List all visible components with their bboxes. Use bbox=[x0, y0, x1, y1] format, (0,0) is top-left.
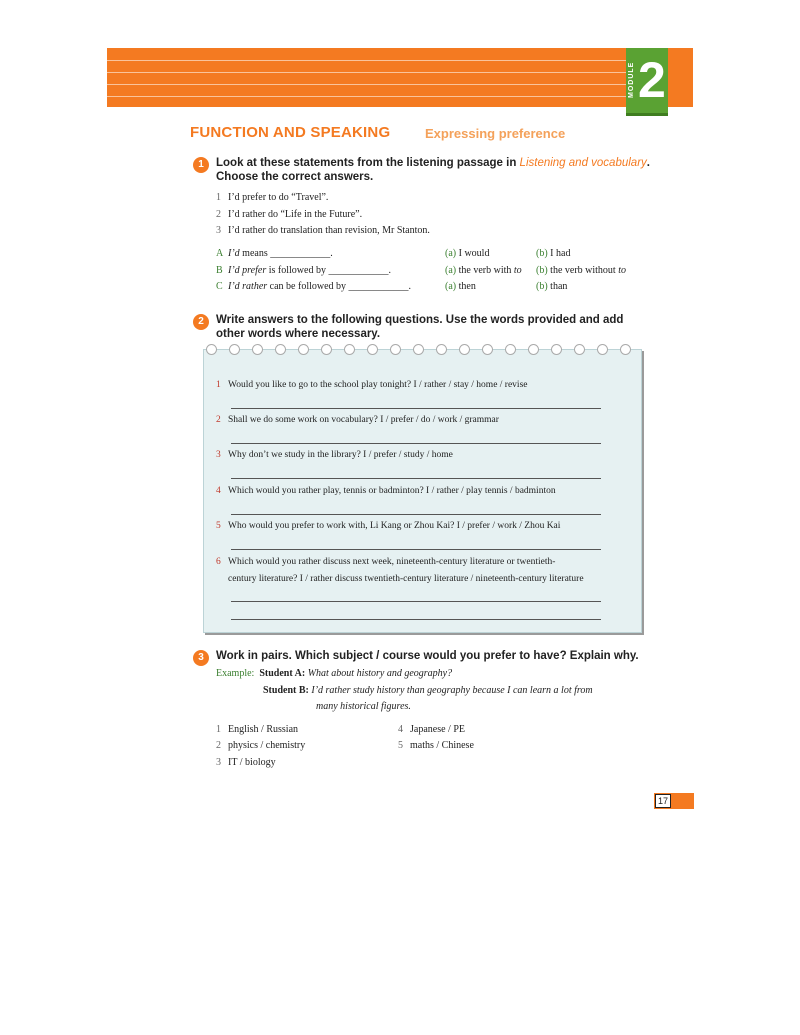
choice-a-option-b bbox=[536, 248, 570, 259]
answer-line[interactable] bbox=[231, 601, 601, 602]
subject-item-2 bbox=[216, 740, 305, 751]
binder-ring bbox=[344, 344, 355, 355]
task2-instruction-line2: other words where necessary. bbox=[216, 328, 381, 340]
task1-instruction-text: Look at these statements from the listening passage in bbox=[216, 157, 520, 169]
student-a-label: Student A: bbox=[259, 668, 306, 679]
choice-stem: is followed by ____________. bbox=[266, 265, 391, 276]
question-text: Why don’t we study in the library? I / prefer / study / home bbox=[228, 450, 453, 460]
header-stripe bbox=[107, 84, 627, 85]
statement-text: I’d prefer to do “Travel”. bbox=[228, 192, 329, 203]
subject-item-3 bbox=[216, 757, 276, 768]
question-number: 3 bbox=[216, 450, 221, 460]
binder-ring bbox=[413, 344, 424, 355]
choice-c bbox=[216, 281, 411, 292]
option-b-label: (b) bbox=[536, 265, 548, 276]
question-number: 6 bbox=[216, 557, 221, 567]
question-text: Who would you prefer to work with, Li Kang or Zhou Kai? I / prefer / work / Zhou Kai bbox=[228, 521, 561, 531]
task1-instruction-end: . bbox=[646, 157, 650, 169]
question-text: Which would you rather discuss next week, nineteenth-century literature or twentieth- bbox=[228, 557, 556, 567]
choice-c-options bbox=[445, 281, 476, 292]
choice-stem-italic: I’d bbox=[228, 248, 240, 259]
choice-a-options bbox=[445, 248, 489, 259]
choice-b-option-b bbox=[536, 265, 626, 276]
question-number: 1 bbox=[216, 380, 221, 390]
example-line-b2: many historical figures. bbox=[316, 701, 411, 712]
choice-b-options bbox=[445, 265, 522, 276]
choice-stem: means ____________. bbox=[239, 248, 333, 259]
option-b-label: (b) bbox=[536, 248, 548, 259]
binder-ring bbox=[252, 344, 263, 355]
module-word: MODULE bbox=[628, 61, 635, 99]
answer-line[interactable] bbox=[231, 408, 601, 409]
item-number: 3 bbox=[216, 757, 221, 768]
option-b-text: than bbox=[547, 281, 568, 292]
answer-line[interactable] bbox=[231, 549, 601, 550]
option-b-text: the verb without bbox=[547, 265, 619, 276]
question-6-continued bbox=[228, 574, 584, 584]
item-text: English / Russian bbox=[228, 724, 299, 735]
item-text: IT / biology bbox=[228, 757, 276, 768]
statement-3 bbox=[216, 225, 430, 236]
example-line-b bbox=[263, 685, 593, 696]
task1-instruction-line2: Choose the correct answers. bbox=[216, 171, 374, 183]
item-number: 1 bbox=[216, 724, 221, 735]
binder-ring bbox=[367, 344, 378, 355]
task3-badge: 3 bbox=[193, 650, 209, 666]
task2-badge: 2 bbox=[193, 314, 209, 330]
answer-line[interactable] bbox=[231, 443, 601, 444]
example-line-a bbox=[216, 668, 452, 679]
choice-c-option-b bbox=[536, 281, 567, 292]
student-a-text: What about history and geography? bbox=[307, 668, 453, 679]
question-box bbox=[203, 349, 642, 633]
subject-item-1 bbox=[216, 724, 298, 735]
page-number-tab bbox=[654, 793, 694, 809]
statement-number: 3 bbox=[216, 225, 221, 236]
choice-letter: A bbox=[216, 248, 224, 259]
question-text: century literature? I / rather discuss twentieth-century literature / nineteenth-century literature bbox=[228, 574, 584, 584]
question-2 bbox=[216, 415, 499, 425]
choice-letter: B bbox=[216, 265, 223, 276]
choice-a bbox=[216, 248, 333, 259]
answer-line[interactable] bbox=[231, 619, 601, 620]
task2-instruction bbox=[216, 313, 623, 341]
binder-ring bbox=[229, 344, 240, 355]
section-title: FUNCTION AND SPEAKING bbox=[190, 124, 391, 141]
option-a-label: (a) bbox=[445, 265, 457, 276]
question-5 bbox=[216, 521, 560, 531]
student-b-label: Student B: bbox=[263, 685, 309, 696]
option-b-label: (b) bbox=[536, 281, 548, 292]
subject-item-4 bbox=[398, 724, 465, 735]
question-number: 4 bbox=[216, 486, 221, 496]
statement-1 bbox=[216, 192, 328, 203]
choice-stem-italic: I’d rather bbox=[228, 281, 268, 292]
example-label: Example: bbox=[216, 668, 255, 679]
question-6 bbox=[216, 557, 555, 567]
header-stripe bbox=[107, 96, 627, 97]
binder-ring bbox=[206, 344, 217, 355]
statement-number: 2 bbox=[216, 209, 221, 220]
question-number: 2 bbox=[216, 415, 221, 425]
task3-instruction: Work in pairs. Which subject / course would you prefer to have? Explain why. bbox=[216, 650, 639, 662]
answer-line[interactable] bbox=[231, 514, 601, 515]
item-text: Japanese / PE bbox=[410, 724, 465, 735]
subject-item-5 bbox=[398, 740, 474, 751]
choice-stem-italic: I’d prefer bbox=[228, 265, 267, 276]
choice-letter: C bbox=[216, 281, 223, 292]
option-a-text: I would bbox=[456, 248, 490, 259]
question-4 bbox=[216, 486, 556, 496]
page-number: 17 bbox=[655, 794, 671, 808]
question-1 bbox=[216, 380, 527, 390]
task1-badge: 1 bbox=[193, 157, 209, 173]
binder-ring bbox=[321, 344, 332, 355]
task1-instruction bbox=[216, 156, 650, 184]
option-b-text: I had bbox=[547, 248, 571, 259]
binder-ring bbox=[551, 344, 562, 355]
module-tab bbox=[626, 48, 668, 116]
item-text: physics / chemistry bbox=[228, 740, 306, 751]
statement-2 bbox=[216, 209, 362, 220]
binder-ring bbox=[459, 344, 470, 355]
question-text: Shall we do some work on vocabulary? I / prefer / do / work / grammar bbox=[228, 415, 499, 425]
binder-ring bbox=[528, 344, 539, 355]
header-stripe bbox=[107, 72, 627, 73]
statement-text: I’d rather do “Life in the Future”. bbox=[228, 209, 363, 220]
section-subtitle: Expressing preference bbox=[425, 126, 566, 141]
binder-ring bbox=[597, 344, 608, 355]
header-stripe bbox=[107, 60, 627, 61]
item-number: 4 bbox=[398, 724, 403, 735]
binder-ring bbox=[482, 344, 493, 355]
binder-ring bbox=[436, 344, 447, 355]
option-a-label: (a) bbox=[445, 281, 457, 292]
header-band bbox=[107, 48, 693, 107]
binder-ring bbox=[275, 344, 286, 355]
binder-ring bbox=[390, 344, 401, 355]
item-text: maths / Chinese bbox=[410, 740, 474, 751]
choice-b bbox=[216, 265, 391, 276]
statement-number: 1 bbox=[216, 192, 221, 203]
task2-instruction-line1: Write answers to the following questions. Use the words provided and add bbox=[216, 314, 624, 326]
statement-text: I’d rather do translation than revision, Mr Stanton. bbox=[228, 225, 430, 236]
question-text: Would you like to go to the school play tonight? I / rather / stay / home / revise bbox=[228, 380, 528, 390]
task1-instruction-link: Listening and vocabulary bbox=[519, 157, 647, 169]
binder-ring bbox=[298, 344, 309, 355]
option-a-text: then bbox=[456, 281, 476, 292]
choice-stem: can be followed by ____________. bbox=[267, 281, 412, 292]
module-number: 2 bbox=[638, 52, 666, 108]
item-number: 2 bbox=[216, 740, 221, 751]
question-text: Which would you rather play, tennis or badminton? I / rather / play tennis / badminton bbox=[228, 486, 556, 496]
option-b-italic: to bbox=[618, 265, 626, 276]
answer-line[interactable] bbox=[231, 478, 601, 479]
option-a-italic: to bbox=[513, 265, 522, 276]
question-number: 5 bbox=[216, 521, 221, 531]
question-3 bbox=[216, 450, 453, 460]
binder-ring bbox=[574, 344, 585, 355]
option-a-label: (a) bbox=[445, 248, 457, 259]
item-number: 5 bbox=[398, 740, 403, 751]
option-a-text: the verb with bbox=[456, 265, 514, 276]
binder-ring bbox=[620, 344, 631, 355]
student-b-text: I’d rather study history than geography because I can learn a lot from bbox=[311, 685, 593, 696]
binder-ring bbox=[505, 344, 516, 355]
